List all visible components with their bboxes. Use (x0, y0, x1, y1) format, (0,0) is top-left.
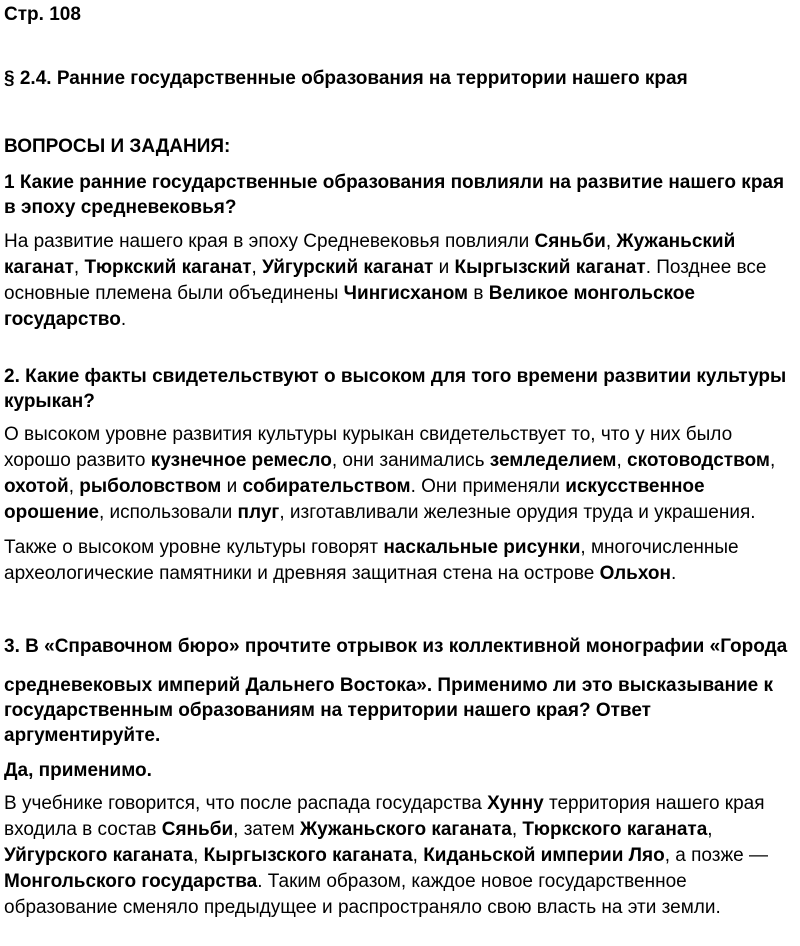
tasks-heading: ВОПРОСЫ И ЗАДАНИЯ: (4, 136, 231, 157)
term-kyrgyz: Кыргызский каганат (454, 257, 646, 278)
question-2-block (4, 364, 796, 587)
term-rouran: Жужаньский каганат (4, 231, 736, 278)
answer-2-paragraph-2: Также о высоком уровне культуры говорят наскальные рисунки, многочисленные археологические памятники и древняя защитная стена на острове Ольхон. (4, 537, 739, 584)
answer-1: На развитие нашего края в эпоху Средневековья повлияли Сяньби, Жужаньский каганат, Тюркский каганат, Уйгурский каганат и Кыргызский каганат. Позднее все основные племена были объединены Чингисханом в Великое монгольское государство. (4, 231, 767, 330)
term-xianbei: Сяньби (534, 231, 606, 252)
answer-3: В учебнике говорится, что после распада государства Хунну территория нашего края входила в состав Сяньби, затем Жужаньского каганата, Тюркского каганата, Уйгурского каганата, Кыргызского каганата, Киданьской империи Ляо, а позже — Монгольского государства. Таким образом, каждое новое государственное образование сменяло предыдущее и распространяло свою власть на эти земли. (4, 793, 769, 918)
term-uyghur: Уйгурский каганат (262, 257, 434, 278)
question-3-block (4, 634, 796, 921)
answer-2-paragraph-1: О высоком уровне развития культуры курыкан свидетельствует то, что у них было хорошо развито кузнечное ремесло, они занимались земледелием, скотоводством, охотой, рыболовством и собирательством. Они применяли искусственное орошение, использовали плуг, изготавливали железные орудия труда и украшения. (4, 424, 776, 523)
short-answer: Да, применимо. (4, 760, 152, 781)
question-3-line-1: 3. В «Справочном бюро» прочтите отрывок из коллективной монографии «Города (4, 636, 788, 657)
section-title: § 2.4. Ранние государственные образования на территории нашего края (4, 68, 688, 89)
question-3-line-2: средневековых империй Дальнего Востока». Применимо ли это высказывание к государственным образованиям на территории нашего края? Ответ аргументируйте. (4, 675, 774, 746)
term-turkic: Тюркский каганат (84, 257, 252, 278)
page-number: Стр. 108 (4, 4, 81, 25)
term-mongol-state: Великое монгольское государство (4, 283, 695, 330)
question-1-block (4, 170, 796, 333)
question-2: 2. Какие факты свидетельствуют о высоком для того времени развитии культуры курыкан? (4, 366, 787, 412)
question-1: 1 Какие ранние государственные образования повлияли на развитие нашего края в эпоху средневековья? (4, 172, 785, 218)
term-genghis: Чингисханом (343, 283, 469, 304)
